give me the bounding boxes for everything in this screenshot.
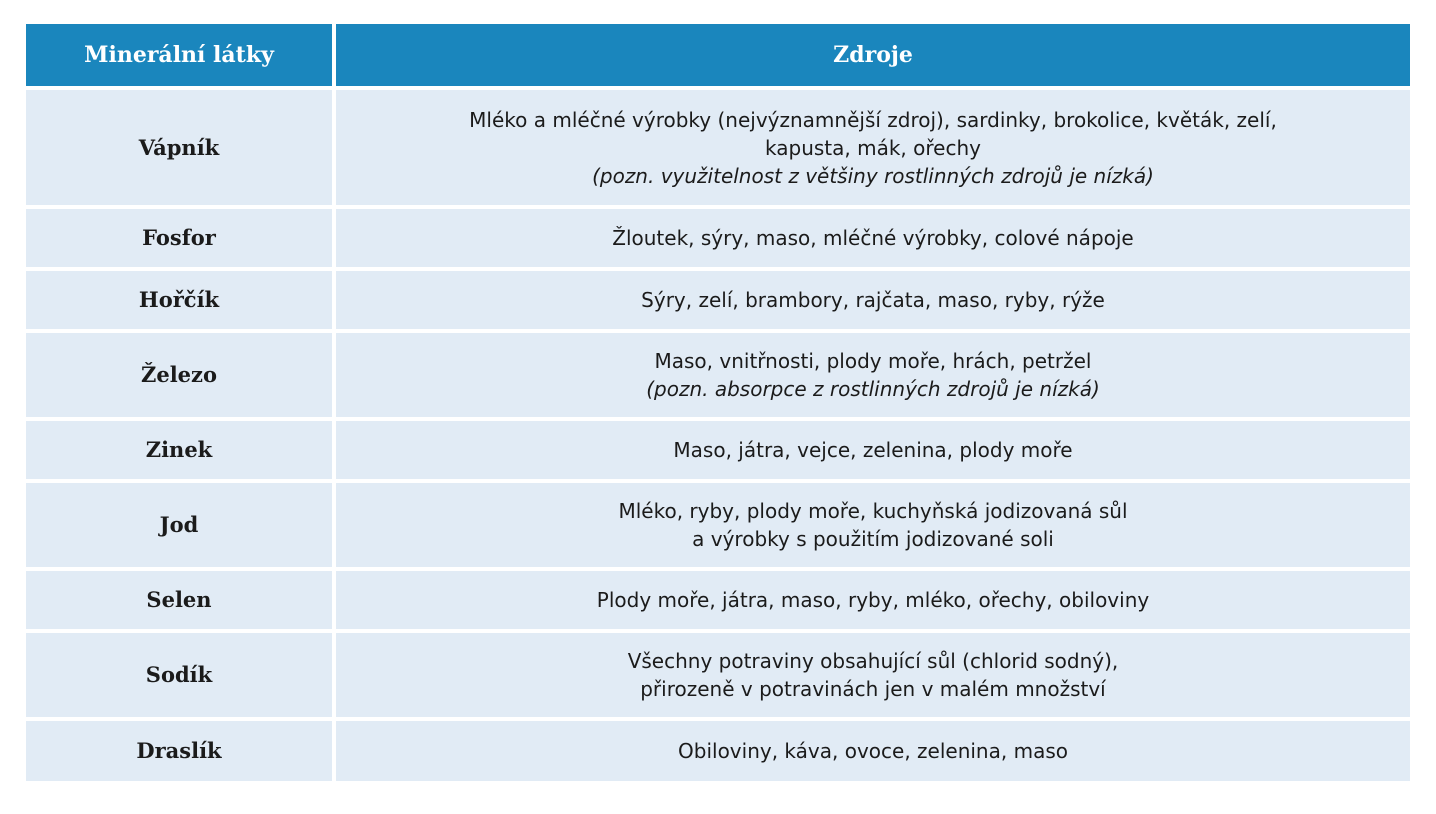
minerals-sources-table bbox=[26, 24, 1410, 781]
mineral-sources bbox=[334, 207, 1410, 269]
source-line: přirozeně v potravinách jen v malém množství bbox=[640, 677, 1106, 701]
mineral-sources bbox=[334, 419, 1410, 481]
source-line: Všechny potraviny obsahující sůl (chlorid sodný), bbox=[627, 649, 1119, 673]
source-note: (pozn. využitelnost z většiny rostlinných zdrojů je nízká) bbox=[592, 163, 1154, 188]
mineral-sources bbox=[334, 88, 1410, 207]
source-line: Plody moře, játra, maso, ryby, mléko, ořechy, obiloviny bbox=[596, 588, 1150, 612]
mineral-name: Fosfor bbox=[26, 207, 334, 269]
source-line: Obiloviny, káva, ovoce, zelenina, maso bbox=[678, 739, 1068, 763]
mineral-name: Vápník bbox=[26, 88, 334, 207]
source-line: a výrobky s použitím jodizované soli bbox=[692, 527, 1054, 551]
table-row bbox=[26, 207, 1410, 269]
mineral-sources bbox=[334, 569, 1410, 631]
table-row bbox=[26, 88, 1410, 207]
table-row bbox=[26, 269, 1410, 331]
mineral-name: Selen bbox=[26, 569, 334, 631]
source-line: Mléko, ryby, plody moře, kuchyňská jodizovaná sůl bbox=[618, 499, 1128, 523]
source-line: Maso, vnitřnosti, plody moře, hrách, petržel bbox=[654, 349, 1092, 373]
mineral-sources bbox=[334, 719, 1410, 781]
mineral-name: Hořčík bbox=[26, 269, 334, 331]
table-row bbox=[26, 719, 1410, 781]
source-note: (pozn. absorpce z rostlinných zdrojů je nízká) bbox=[646, 377, 1100, 401]
header-sources: Zdroje bbox=[334, 24, 1410, 88]
mineral-sources bbox=[334, 631, 1410, 719]
table-body bbox=[26, 88, 1410, 781]
mineral-sources bbox=[334, 481, 1410, 569]
mineral-name: Železo bbox=[26, 331, 334, 419]
table-row bbox=[26, 631, 1410, 719]
source-line: Maso, játra, vejce, zelenina, plody moře bbox=[673, 438, 1073, 462]
table-row bbox=[26, 419, 1410, 481]
mineral-name: Draslík bbox=[26, 719, 334, 781]
header-minerals: Minerální látky bbox=[26, 24, 334, 88]
table-row bbox=[26, 331, 1410, 419]
source-line: Sýry, zelí, brambory, rajčata, maso, ryby, rýže bbox=[641, 288, 1105, 312]
header-row bbox=[26, 24, 1410, 88]
mineral-sources bbox=[334, 331, 1410, 419]
mineral-name: Zinek bbox=[26, 419, 334, 481]
mineral-sources bbox=[334, 269, 1410, 331]
mineral-name: Jod bbox=[26, 481, 334, 569]
table-header bbox=[26, 24, 1410, 88]
source-line: kapusta, mák, ořechy bbox=[765, 135, 981, 160]
table-row bbox=[26, 481, 1410, 569]
minerals-table-container bbox=[26, 24, 1410, 781]
mineral-name: Sodík bbox=[26, 631, 334, 719]
source-line: Mléko a mléčné výrobky (nejvýznamnější zdroj), sardinky, brokolice, květák, zelí, bbox=[469, 107, 1277, 132]
source-line: Žloutek, sýry, maso, mléčné výrobky, colové nápoje bbox=[612, 226, 1134, 250]
table-row bbox=[26, 569, 1410, 631]
